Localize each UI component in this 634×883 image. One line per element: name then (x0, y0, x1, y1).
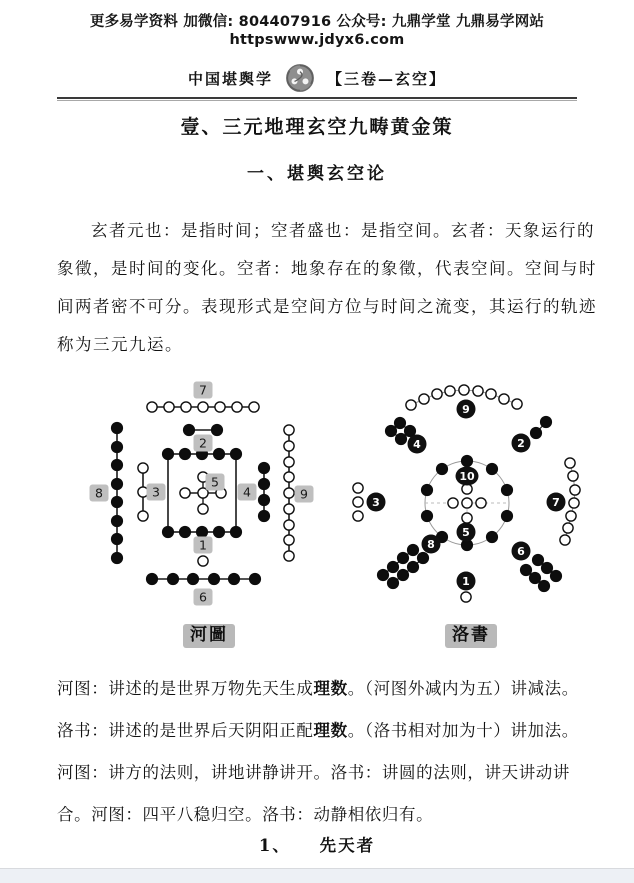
svg-text:9: 9 (300, 486, 308, 502)
svg-text:8: 8 (427, 537, 435, 551)
svg-text:2: 2 (517, 436, 525, 450)
hetu-diagram (68, 380, 318, 620)
subsection-heading: 1、 先天者 (258, 836, 376, 855)
luoshu-diagram (338, 380, 594, 620)
brand-right-text: 【三卷—玄空】 (327, 69, 447, 88)
text-line: 象徵，是时间的变化。空者：地象存在的象徵，代表空间。空间与时 (57, 259, 597, 278)
svg-text:7: 7 (552, 495, 560, 509)
page-title: 壹、三元地理玄空九畴黄金策 (180, 116, 454, 138)
svg-text:5: 5 (211, 474, 219, 490)
luoshu-figure-label: 洛書 (445, 624, 497, 648)
svg-text:4: 4 (413, 437, 421, 451)
svg-text:5: 5 (462, 525, 470, 539)
svg-text:8: 8 (95, 485, 103, 501)
svg-text:7: 7 (199, 382, 207, 398)
svg-text:4: 4 (243, 484, 251, 500)
text-line: 河图：讲述的是世界万物先天生成理数。（河图外减内为五）讲减法。 (57, 679, 579, 698)
bottom-page-edge (0, 868, 634, 883)
svg-text:9: 9 (462, 402, 470, 416)
svg-text:3: 3 (372, 495, 380, 509)
svg-text:2: 2 (199, 435, 207, 451)
section-heading: 一、堪舆玄空论 (247, 164, 387, 184)
figures-area (0, 364, 634, 656)
text-line: 称为三元九运。 (57, 335, 183, 354)
svg-text:6: 6 (517, 544, 525, 558)
text-line: 间两者密不可分。表现形式是空间方位与时间之流变，其运行的轨迹 (57, 297, 597, 316)
text-line: 河图：讲方的法则，讲地讲静讲开。洛书：讲圆的法则，讲天讲动讲 (57, 763, 570, 782)
paragraph-2 (57, 668, 578, 836)
taiji-spiral-logo-icon (285, 63, 315, 93)
brand-left-text: 中国堪舆学 (187, 69, 273, 88)
svg-text:6: 6 (199, 589, 207, 605)
hetu-figure-label: 河圖 (183, 624, 235, 648)
header-divider (57, 97, 577, 101)
text-line: 合。河图：四平八稳归空。洛书：动静相依归有。 (57, 805, 434, 824)
brand-row (0, 63, 634, 93)
svg-text:10: 10 (459, 469, 475, 483)
text-line: 洛书：讲述的是世界后天阴阳正配理数。（洛书相对加为十）讲加法。 (57, 721, 579, 740)
svg-text:1: 1 (462, 574, 470, 588)
text-line: 玄者元也：是指时间；空者盛也：是指空间。玄者：天象运行的 (91, 221, 595, 240)
header-promo-text: 更多易学资料 加微信: 804407916 公众号: 九鼎学堂 九鼎易学网站 httpswww.jdyx6.com (89, 14, 545, 48)
paragraph-1 (57, 212, 597, 364)
svg-text:1: 1 (199, 537, 207, 553)
svg-text:3: 3 (152, 484, 160, 500)
